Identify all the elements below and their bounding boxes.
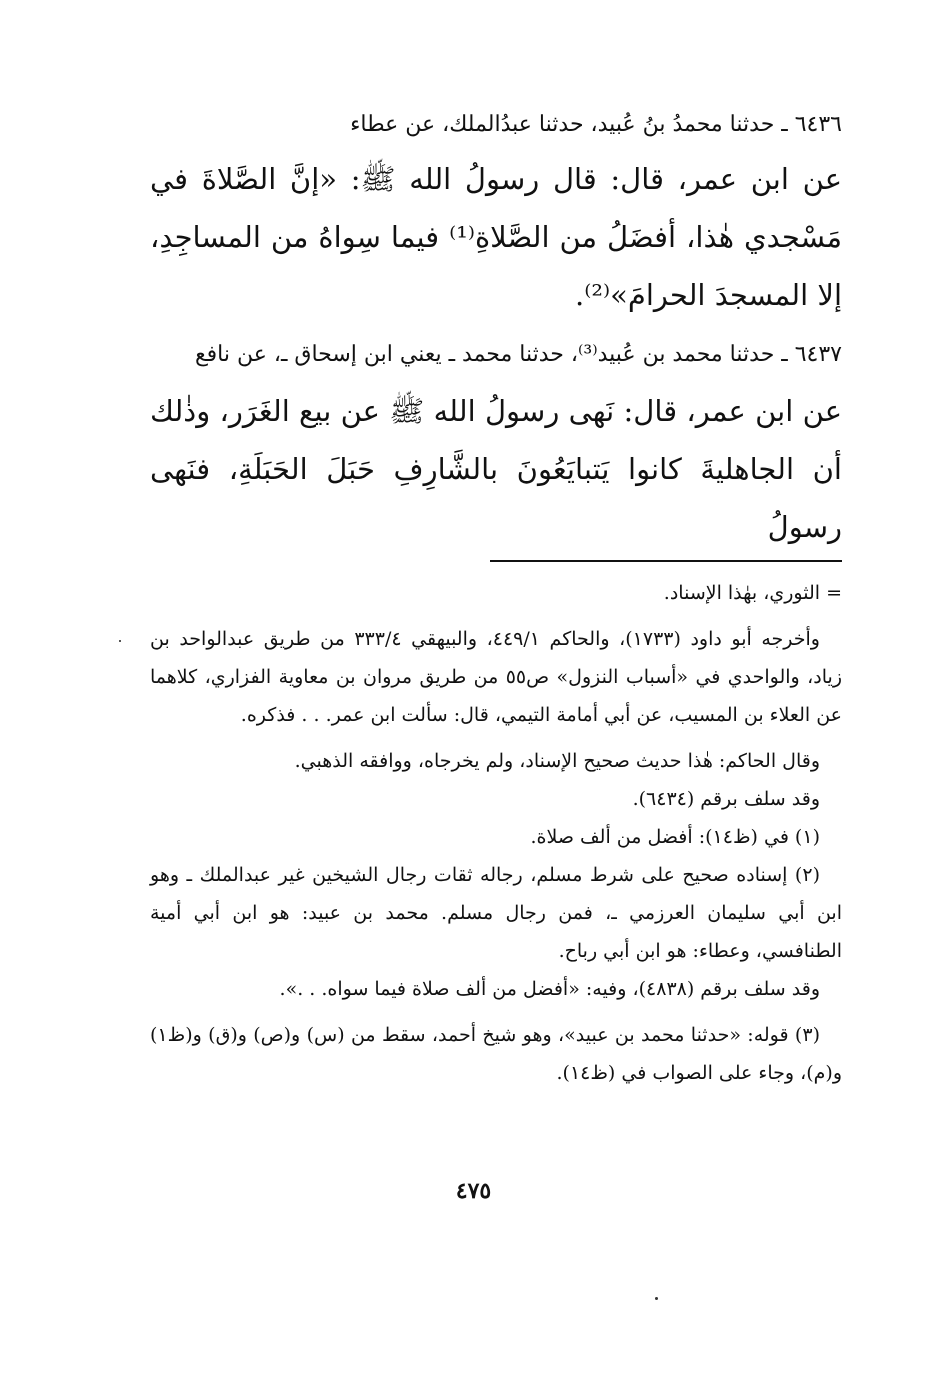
footnote-continuation: = الثوري، بهٰذا الإسناد. (663, 582, 842, 604)
footnote-divider (490, 560, 842, 562)
hadith-6437-heading: ٦٤٣٧ ـ حدثنا محمد بن عُبيد⁽³⁾، حدثنا محمد ـ يعني ابن إسحاق ـ، عن نافع (194, 342, 842, 367)
margin-speck (119, 640, 121, 642)
footnote-hakim: وقال الحاكم: هٰذا حديث صحيح الإسناد، ولم يخرجاه، ووافقه الذهبي. (294, 750, 820, 772)
footnote-1: (١) في (ظ١٤): أفضل من ألف صلاة. (530, 826, 820, 848)
footnote-2-cross-ref: وقد سلف برقم (٤٨٣٨)، وفيه: «أفضل من ألف صلاة فيما سواه. . .». (279, 978, 820, 1000)
hadith-6436-heading: ٦٤٣٦ ـ حدثنا محمدُ بنُ عُبيد، حدثنا عبدُالملك، عن عطاء (350, 112, 842, 137)
footnote-cross-ref: وقد سلف برقم (٦٤٣٤). (632, 788, 820, 810)
page-body (150, 100, 842, 1092)
hadith-6436-text: عن ابن عمر، قال: قال رسولُ الله ﷺ: «إنَّ الصَّلاةَ في مَسْجدي هٰذا، أفضَلُ من الصَّلاةِ⁽¹⁾ فيما سِواهُ من المساجِدِ، إلا المسجدَ الحرامَ»⁽²⁾. (150, 162, 842, 312)
print-speck (655, 1297, 658, 1300)
hadith-6437-text: عن ابن عمر، قال: نَهى رسولُ الله ﷺ عن بيع الغَرَر، وذٰلك أن الجاهليةَ كانوا يَتبايَعُونَ بالشَّارِفِ حَبَلَ الحَبَلَةِ، فنَهى رسولُ (150, 394, 842, 544)
footnote-takhrij: وأخرجه أبو داود (١٧٣٣)، والحاكم ٤٤٩/١، والبيهقي ٣٣٣/٤ من طريق عبدالواحد بن زياد، والواحدي في «أسباب النزول» ص٥٥ من طريق مروان بن معاوية الفزاري، كلاهما عن العلاء بن المسيب، عن أبي أمامة التيمي، قال: سألت ابن عمر. . . فذكره. (150, 628, 842, 726)
footnote-3: (٣) قوله: «حدثنا محمد بن عبيد»، وهو شيخ أحمد، سقط من (س) و(ص) و(ق) و(ظ١) و(م)، وجاء على الصواب في (ظ١٤). (150, 1024, 842, 1084)
page-number: ٤٧٥ (455, 1178, 492, 1204)
footnote-2: (٢) إسناده صحيح على شرط مسلم، رجاله ثقات رجال الشيخين غير عبدالملك ـ وهو ابن أبي سليمان العرزمي ـ، فمن رجال مسلم. محمد بن عبيد: هو ابن أبي أمية الطنافسي، وعطاء: هو ابن أبي رباح. (150, 864, 842, 962)
